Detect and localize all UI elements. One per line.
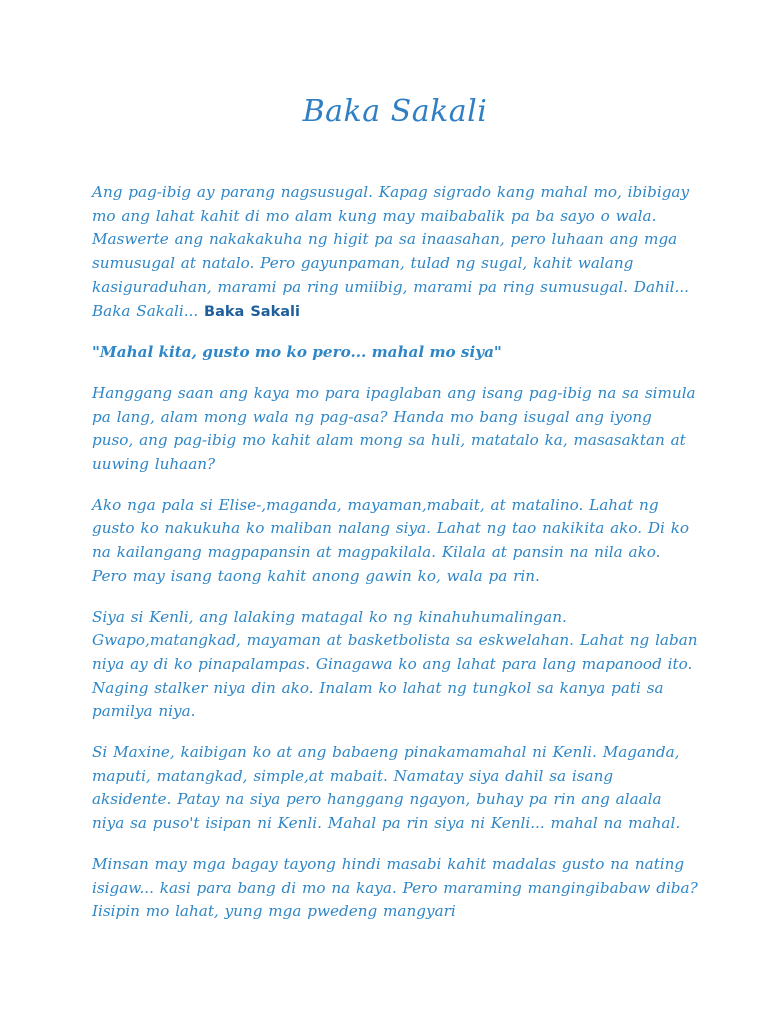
intro-paragraph — [92, 181, 698, 324]
paragraph-1: Hanggang saan ang kaya mo para ipaglaban ang isang pag-ibig na sa simula pa lang, alam mong wala ng pag-asa? Handa mo bang isugal ang iyong puso, ang pag-ibig mo kahit alam mong sa huli, matatalo ka, masasaktan at uuwing luhaan? — [92, 383, 696, 474]
intro-tag: Baka Sakali — [204, 303, 300, 320]
intro-text: Ang pag-ibig ay parang nagsusugal. Kapag sigrado kang mahal mo, ibibigay mo ang lahat kahit di mo alam kung may maibabalik pa ba sayo o wala. Maswerte ang nakakakuha ng higit pa sa inaasahan, pero luhaan ang mga sumusugal at natalo. Pero gayunpaman, tulad ng sugal, kahit walang kasiguraduhan, marami pa ring umiibig, marami pa ring sumusugal. Dahil... Baka Sakali... — [92, 183, 690, 320]
page-title: Baka Sakali — [302, 94, 488, 129]
quote-line: "Mahal kita, gusto mo ko pero... mahal mo siya" — [92, 343, 502, 362]
paragraph-4: Si Maxine, kaibigan ko at ang babaeng pinakamamahal ni Kenli. Maganda, maputi, matangkad, simple,at mabait. Namatay siya dahil sa isang aksidente. Patay na siya pero hanggang ngayon, buhay pa rin ang alaala niya sa puso't isipan ni Kenli. Mahal pa rin siya ni Kenli... mahal na mahal. — [92, 743, 681, 833]
paragraph-2: Ako nga pala si Elise-,maganda, mayaman,mabait, at matalino. Lahat ng gusto ko nakukuha ko maliban nalang siya. Lahat ng tao nakikita ako. Di ko na kailangang magpapansin at magpakilala. Kilala at pansin na nila ako. Pero may isang taong kahit anong gawin ko, wala pa rin. — [92, 495, 690, 585]
paragraph-3: Siya si Kenli, ang lalaking matagal ko ng kinahuhumalingan. Gwapo,matangkad, mayaman at basketbolista sa eskwelahan. Lahat ng laban niya ay di ko pinapalampas. Ginagawa ko ang lahat para lang mapanood ito. Naging stalker niya din ako. Inalam ko lahat ng tungkol sa kanya pati sa pamilya niya. — [92, 607, 698, 721]
paragraph-5: Minsan may mga bagay tayong hindi masabi kahit madalas gusto na nating isigaw... kasi para bang di mo na kaya. Pero maraming mangingibabaw diba? Iisipin mo lahat, yung mga pwedeng mangyari — [92, 854, 698, 921]
